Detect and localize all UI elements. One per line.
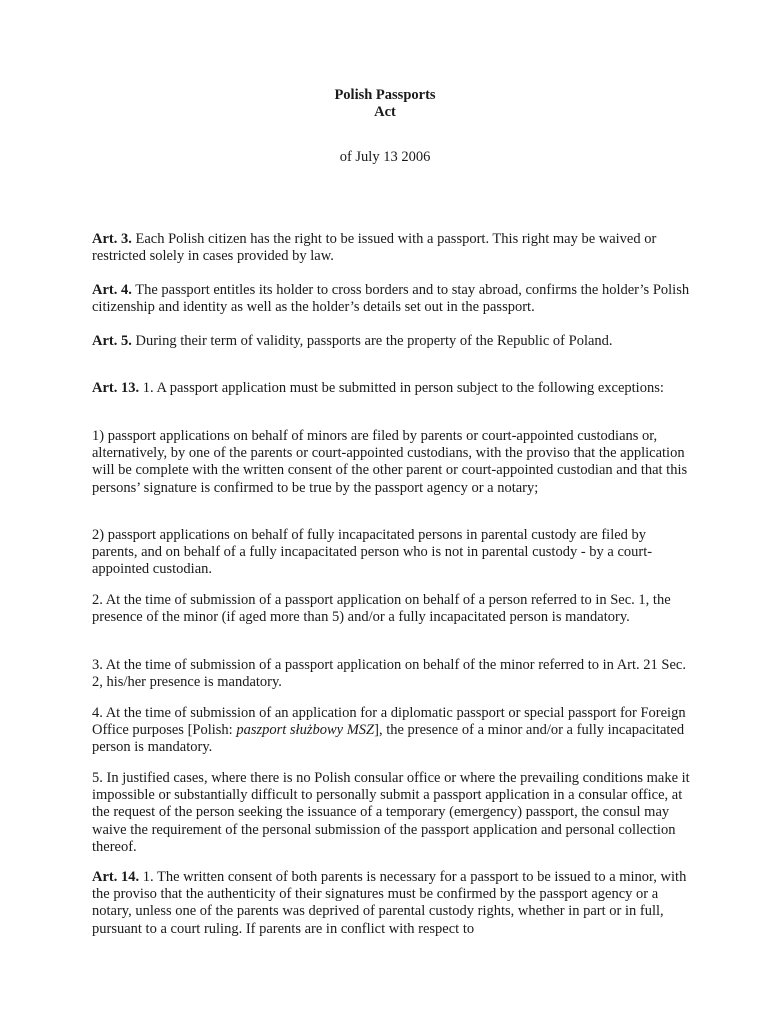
article-13-para-5-end: ], the presence of a minor and/or a fully incapacitated person is mandatory. [92,722,685,756]
article-4-text: The passport entitles its holder to cross borders and to stay abroad, confirms the holder’s Polish citizenship and identity as well as the holder’s details set out in the passport. [92,282,690,316]
article-3-label: Art. 3. [92,231,132,247]
article-13-para-6: 5. In justified cases, where there is no Polish consular office or where the prevailing conditions make it impossible or substantially difficult to personally submit a passport application in a consular office, at the request of the person seeking the issuance of a temporary (emergency) passport, the consul may waive the requirement of the personal submission of the passport application and personal collection thereof. [92,770,690,855]
article-4-label: Art. 4. [92,282,132,298]
article-14-text: 1. The written consent of both parents is necessary for a passport to be issued to a minor, with the proviso that the authenticity of their signatures must be confirmed by the passport agency or a notary, unless one of the parents was deprived of parental custody rights, whether in part or in full, pursuant to a court ruling. If parents are in conflict with respect to [92,869,687,937]
article-13-para-2: 2) passport applications on behalf of fully incapacitated persons in parental custody are filed by parents, and on behalf of a fully incapacitated person who is not in parental custody - by a court-appointed custodian. [92,527,653,578]
article-13-para-5 [92,705,692,757]
article-13 [92,380,692,397]
article-13-para-4: 3. At the time of submission of a passport application on behalf of the minor referred to in Art. 21 Sec. 2, his/her presence is mandatory. [92,657,686,691]
article-13-para-1: 1) passport applications on behalf of minors are filed by parents or court-appointed custodians or, alternatively, by one of the parents or court-appointed custodians, with the proviso that the application will be complete with the written consent of the other parent or court-appointed custodian and that this persons’ signature is confirmed to be true by the passport agency or a notary; [92,428,688,496]
article-5 [92,333,692,350]
document-date: of July 13 2006 [339,149,431,165]
article-4 [92,282,692,316]
document-title: Polish Passports [334,87,436,103]
article-13-para-5-start: 4. At the time of submission of an application for a diplomatic passport or special passport for Foreign Office purposes [Polish: [92,705,686,739]
article-13-text: 1. A passport application must be submitted in person subject to the following exceptions: [139,380,664,396]
article-13-label: Art. 13. [92,380,140,396]
article-5-text: During their term of validity, passports are the property of the Republic of Poland. [131,333,613,349]
document-title-act: Act [374,104,396,120]
article-14-label: Art. 14. [92,869,140,885]
article-14 [92,869,692,938]
article-3-text: Each Polish citizen has the right to be issued with a passport. This right may be waived or restricted solely in cases provided by law. [92,231,657,265]
article-13-para-3: 2. At the time of submission of a passport application on behalf of a person referred to in Sec. 1, the presence of the minor (if aged more than 5) and/or a fully incapacitated person is mandatory. [92,592,671,626]
article-3 [92,231,692,265]
article-13-para-5-polish-term: paszport służbowy MSZ [236,722,375,739]
article-5-label: Art. 5. [92,333,132,349]
